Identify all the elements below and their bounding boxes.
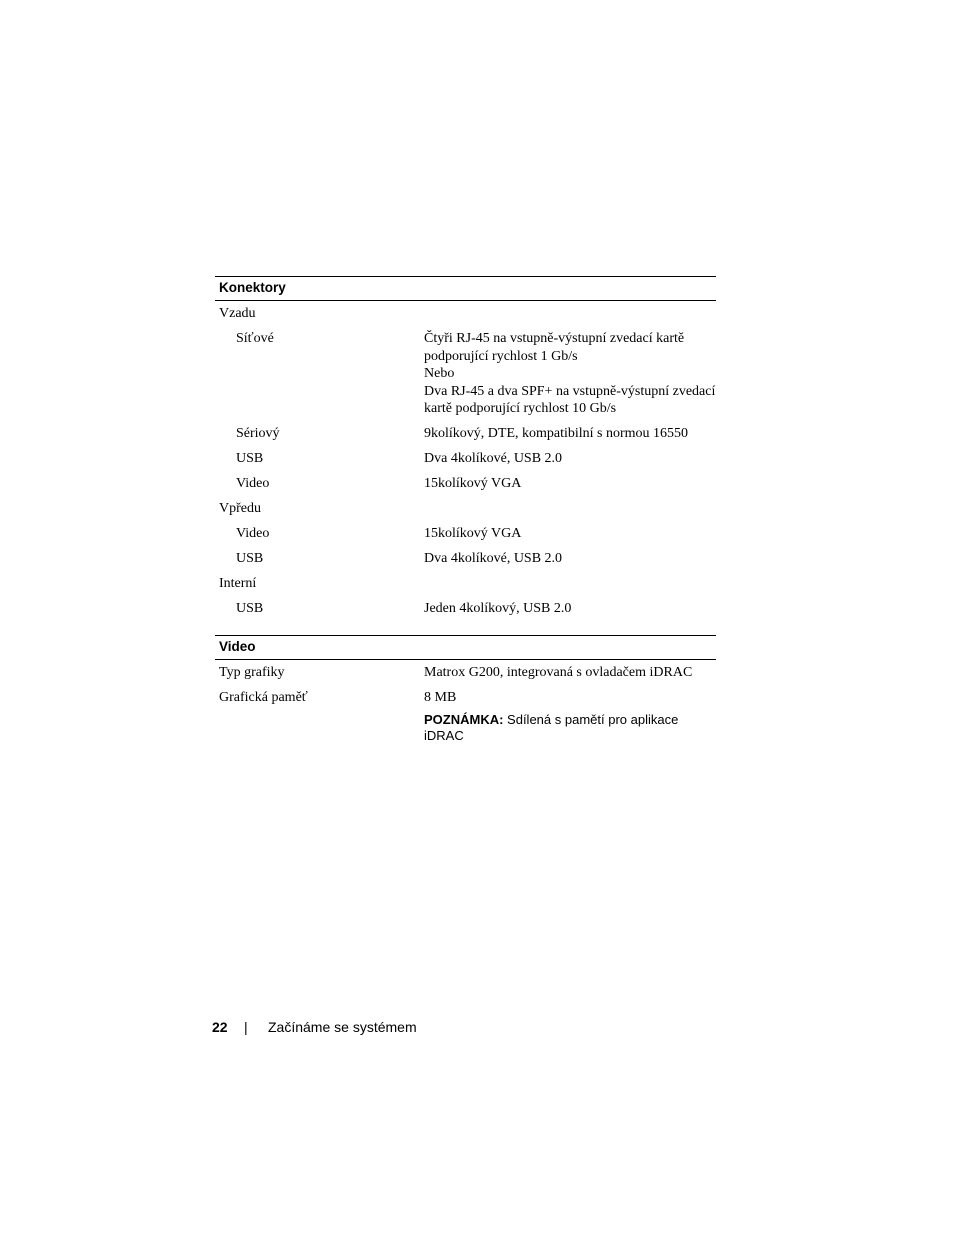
- note-label: POZNÁMKA:: [424, 712, 504, 727]
- spec-label: Sériový: [236, 426, 280, 441]
- spec-row: [215, 475, 716, 493]
- section-heading-video: Video: [215, 635, 716, 660]
- spec-label: Vpředu: [219, 501, 261, 516]
- spec-value-line: Dva 4kolíkové, USB 2.0: [424, 451, 563, 466]
- note-text-2: iDRAC: [424, 728, 464, 743]
- note-row: [215, 706, 716, 744]
- spec-value-line: 15kolíkový VGA: [424, 476, 522, 491]
- note-text: Sdílená s pamětí pro aplikace: [503, 712, 679, 727]
- spec-label: Video: [236, 526, 270, 541]
- spec-value-line: Dva RJ-45 a dva SPF+ na vstupně-výstupní zvedací: [424, 383, 716, 399]
- spec-row: [215, 664, 716, 682]
- page-number: 22: [212, 1019, 228, 1035]
- spec-row: [215, 330, 716, 418]
- spec-label: Síťové: [236, 331, 274, 346]
- spec-value-line: podporující rychlost 1 Gb/s: [424, 348, 578, 364]
- spec-row: [215, 525, 716, 543]
- spec-label: USB: [236, 451, 264, 466]
- spec-label: Typ grafiky: [219, 664, 285, 680]
- spec-label: USB: [236, 551, 264, 566]
- spec-row: [215, 305, 716, 323]
- spec-row: [215, 450, 716, 468]
- spec-row: [215, 575, 716, 593]
- spec-table: [215, 276, 716, 744]
- spec-value: [420, 425, 716, 443]
- spec-value-line: 15kolíkový VGA: [424, 526, 522, 541]
- spec-value: [420, 664, 716, 682]
- spec-value: [420, 550, 716, 568]
- spec-value-line: Nebo: [424, 366, 455, 381]
- spec-value: [420, 689, 716, 707]
- footer-separator: |: [244, 1019, 248, 1035]
- note: [420, 712, 716, 744]
- spec-value-line: Čtyři RJ-45 na vstupně-výstupní zvedací kartě: [424, 331, 685, 346]
- spec-label: USB: [236, 601, 264, 616]
- spec-value-line: Jeden 4kolíkový, USB 2.0: [424, 601, 572, 616]
- spec-label: Grafická paměť: [219, 689, 308, 705]
- spec-row: [215, 500, 716, 518]
- footer-title: Začínáme se systémem: [268, 1019, 417, 1035]
- spec-value-line: kartě podporující rychlost 10 Gb/s: [424, 401, 617, 416]
- spec-value: [420, 330, 716, 418]
- spec-row: [215, 689, 716, 707]
- spec-value: [420, 475, 716, 493]
- spec-row: [215, 550, 716, 568]
- video-rows: [215, 664, 716, 707]
- spec-value-line: Dva 4kolíkové, USB 2.0: [424, 551, 563, 566]
- spec-value-line: 9kolíkový, DTE, kompatibilní s normou 16550: [424, 426, 689, 441]
- page-footer: [212, 1018, 417, 1036]
- spec-row: [215, 600, 716, 618]
- spec-label: Vzadu: [219, 306, 256, 321]
- spec-value: [420, 525, 716, 543]
- spec-label: Video: [236, 476, 270, 491]
- spec-value: [420, 305, 716, 323]
- spec-label: Interní: [219, 576, 257, 591]
- spec-row: [215, 425, 716, 443]
- spec-value-line: 8 MB: [424, 689, 457, 705]
- spec-value: [420, 450, 716, 468]
- connectors-rows: [215, 305, 716, 618]
- section-heading-connectors: Konektory: [215, 276, 716, 301]
- spec-value: [420, 600, 716, 618]
- spec-value-line: Matrox G200, integrovaná s ovladačem iDRAC: [424, 664, 693, 680]
- spec-value: [420, 500, 716, 518]
- spec-value: [420, 575, 716, 593]
